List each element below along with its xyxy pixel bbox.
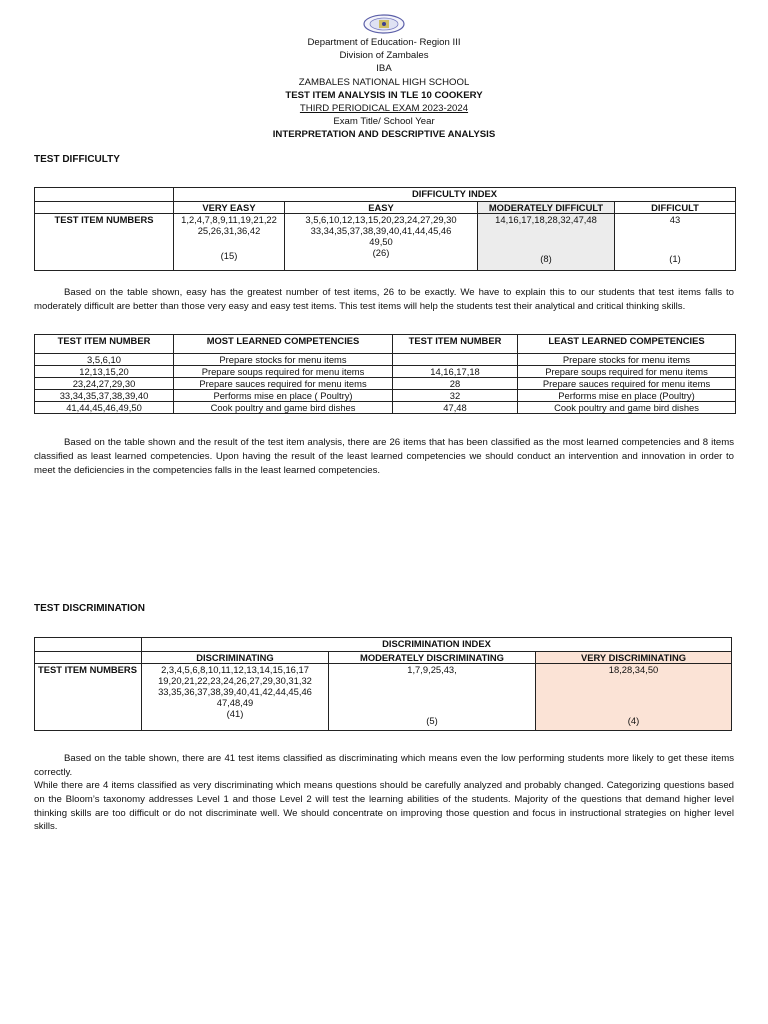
- blank-corner-cell: [35, 638, 142, 652]
- col-easy: EASY: [285, 202, 478, 214]
- very-easy-count: (15): [220, 250, 238, 261]
- section-title-discrimination: TEST DISCRIMINATION: [34, 603, 145, 614]
- most-competency: Performs mise en place ( Poultry): [174, 390, 393, 402]
- header-line-1: Department of Education- Region III: [307, 37, 461, 48]
- moderately-difficult-cell: [478, 214, 615, 271]
- header-line-3: IBA: [376, 63, 392, 75]
- table-row: [35, 378, 736, 390]
- discrimination-table-title: DISCRIMINATION INDEX: [142, 638, 732, 652]
- col-discriminating: DISCRIMINATING: [142, 652, 329, 664]
- moderately-discriminating-cell: [329, 664, 536, 731]
- least-competency: Prepare sauces required for menu items: [518, 378, 736, 390]
- very-discriminating-cell: [536, 664, 732, 731]
- least-item-numbers: 14,16,17,18: [393, 366, 518, 378]
- most-item-numbers: 3,5,6,10: [35, 354, 174, 366]
- document-subtitle: INTERPRETATION AND DESCRIPTIVE ANALYSIS: [272, 129, 496, 141]
- moderate-disc-items-line: 1,7,9,25,43,: [407, 664, 457, 675]
- blank-header-cell: [35, 652, 142, 664]
- row-label-test-item-numbers: TEST ITEM NUMBERS: [35, 214, 174, 271]
- discrimination-index-table: [34, 637, 732, 731]
- moderate-count: (8): [540, 253, 552, 264]
- col-test-item-number-least: TEST ITEM NUMBER: [393, 335, 518, 354]
- very-disc-items-line: 18,28,34,50: [608, 664, 659, 675]
- very-easy-cell: [174, 214, 285, 271]
- competencies-table: [34, 334, 736, 414]
- most-item-numbers: 33,34,35,37,38,39,40: [35, 390, 174, 402]
- easy-items-line: 49,50: [369, 236, 393, 247]
- col-test-item-number-most: TEST ITEM NUMBER: [35, 335, 174, 354]
- discriminating-items-line: 47,48,49: [216, 697, 254, 708]
- easy-count: (26): [372, 247, 390, 258]
- col-difficult: DIFFICULT: [615, 202, 736, 214]
- discriminating-items-line: 19,20,21,22,23,24,26,27,29,30,31,32: [158, 675, 312, 686]
- discriminating-items-line: 2,3,4,5,6,8,10,11,12,13,14,15,16,17: [161, 664, 309, 675]
- most-item-numbers: 41,44,45,46,49,50: [35, 402, 174, 414]
- header-line-4: ZAMBALES NATIONAL HIGH SCHOOL: [298, 76, 470, 88]
- col-very-easy: VERY EASY: [174, 202, 285, 214]
- col-most-learned: MOST LEARNED COMPETENCIES: [174, 335, 393, 354]
- discrimination-analysis-paragraph-2: While there are 4 items classified as very discriminating which means questions should be carefully analyzed and probably changed. Categorizing questions based on the Bloom’s taxonomy addresses Level 1 and those Level 2 will test the learning abilities of the students. Majority of the questions that demand higher level thinking skills are too difficult or do not discriminate well. We should concentrate on improving those question and focus in instructional strategies on higher level skills.: [34, 780, 734, 833]
- document-header: [0, 14, 768, 142]
- least-competency: Performs mise en place (Poultry): [518, 390, 736, 402]
- discriminating-count: (41): [226, 708, 244, 719]
- easy-items-line: 3,5,6,10,12,13,15,20,23,24,27,29,30: [305, 214, 457, 225]
- very-easy-items-line: 25,26,31,36,42: [197, 225, 261, 236]
- col-least-learned: LEAST LEARNED COMPETENCIES: [518, 335, 736, 354]
- blank-corner-cell: [35, 188, 174, 202]
- most-item-numbers: 23,24,27,29,30: [35, 378, 174, 390]
- col-very-discriminating: VERY DISCRIMINATING: [536, 652, 732, 664]
- most-competency: Cook poultry and game bird dishes: [174, 402, 393, 414]
- easy-cell: [285, 214, 478, 271]
- least-competency: Prepare soups required for menu items: [518, 366, 736, 378]
- difficulty-index-table: [34, 187, 736, 271]
- least-item-numbers: 28: [393, 378, 518, 390]
- table-row: [35, 402, 736, 414]
- discriminating-cell: [142, 664, 329, 731]
- least-item-numbers: [393, 354, 518, 366]
- table-row: [35, 366, 736, 378]
- exam-name: THIRD PERIODICAL EXAM 2023-2024: [299, 103, 469, 115]
- deped-seal-logo: [362, 14, 406, 34]
- easy-items-line: 33,34,35,37,38,39,40,41,44,45,46: [310, 225, 452, 236]
- header-line-2: Division of Zambales: [339, 50, 429, 62]
- difficulty-analysis-paragraph: Based on the table shown, easy has the greatest number of test items, 26 to be exactly. We have to explain this to our students that test items falls to moderately difficult are better than those very easy and easy test items. This test items will help the students test their analytical and critical thinking skills.: [34, 287, 734, 312]
- least-item-numbers: 47,48: [393, 402, 518, 414]
- very-disc-count: (4): [627, 715, 640, 726]
- least-competency: Prepare stocks for menu items: [518, 354, 736, 366]
- row-label-test-item-numbers: TEST ITEM NUMBERS: [35, 664, 142, 731]
- discrimination-analysis-paragraph-1: Based on the table shown, there are 41 test items classified as discriminating which means even the low performing students more likely to get these items correctly.: [34, 753, 734, 778]
- most-competency: Prepare soups required for menu items: [174, 366, 393, 378]
- section-title-difficulty: TEST DIFFICULTY: [34, 154, 120, 165]
- difficult-count: (1): [669, 253, 681, 264]
- difficult-cell: [615, 214, 736, 271]
- discriminating-items-line: 33,35,36,37,38,39,40,41,42,44,45,46: [158, 686, 312, 697]
- col-moderately-difficult: MODERATELY DIFFICULT: [478, 202, 615, 214]
- most-competency: Prepare stocks for menu items: [174, 354, 393, 366]
- exam-caption: Exam Title/ School Year: [333, 116, 435, 128]
- document-title: TEST ITEM ANALYSIS IN TLE 10 COOKERY: [285, 89, 483, 101]
- moderate-disc-count: (5): [426, 715, 438, 726]
- competencies-analysis-paragraph: Based on the table shown and the result of the test item analysis, there are 26 items that has been classified as the most learned competencies and 8 items classified as least learned competencies. Upon having the result of the least learned competencies we should conduct an intervention and innovation in order to meet the deficiencies in the competencies falls in the least learned competencies.: [34, 437, 734, 476]
- blank-header-cell: [35, 202, 174, 214]
- very-easy-items-line: 1,2,4,7,8,9,11,19,21,22: [181, 214, 277, 225]
- table-row: [35, 354, 736, 366]
- difficulty-table-title: DIFFICULTY INDEX: [174, 188, 736, 202]
- least-competency: Cook poultry and game bird dishes: [518, 402, 736, 414]
- moderate-items-line: 14,16,17,18,28,32,47,48: [495, 214, 597, 225]
- table-row: [35, 390, 736, 402]
- most-item-numbers: 12,13,15,20: [35, 366, 174, 378]
- difficult-items-line: 43: [669, 214, 681, 225]
- least-item-numbers: 32: [393, 390, 518, 402]
- col-moderately-discriminating: MODERATELY DISCRIMINATING: [329, 652, 536, 664]
- most-competency: Prepare sauces required for menu items: [174, 378, 393, 390]
